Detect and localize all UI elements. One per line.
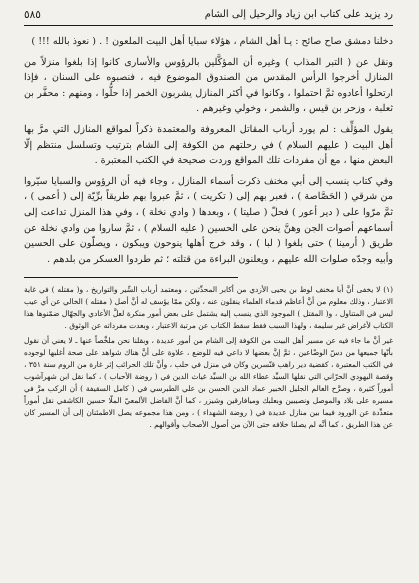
main-text xyxy=(24,34,393,267)
paragraph: دخلنا دمشق صاح صائح : يـا أهل الشام ، هؤلاء سبايا أهل البيت الملعون ! . ( نعوذ بالله !!! ) xyxy=(31,36,393,47)
footnote: غير أنَّ ما جاء فيه عن مسير أهل البيت من الكوفة إلى الشام من أمور عديدة ، وبقلنا نحن ملخَّصاً عنها ـ لا يعني أن نقول بأنّها جميعها من دسّ الوضّاعين ، ثمَّ إنَّ بعضها لا داعي فيه للوضع ، علاوة على أنَّ هناك شواهد على صحة أغلبها لوجوده في الكتب المعتبرة ، كقضية دير راهب قنّسرين وكان في منزل في حلب ، وأنَّ تلك الحرائب إثر غارة من الروم سنة ٣٥١ ، وقصة اليهودي الحرّاني التي نقلها السيِّد عطاء الله بن السيِّد غياث الدين في ( روضة الأحباب ) ، كما نقل ابن شهرآشوب أموراً كثيرة ، وصرَّح العالم الجليل الخبير عماد الدين الحسن بن علي الطبرسي في ( كامل السقيفة ) أن الركب مرَّ في مسيره على بلاد والموصل ونصيبين وبعلبك وميافارقين وشيزر ، كما أنَّ الفاضل الألمعيّ الملّا حسين الكاشفي نقل أموراً متعدِّدة عن الورود فيما بين منازل عديدة في ( روضة الشهداء ) ، ومن هذا مجموعه يصل الاطمئنان إلى أن المسير كان عن هذا الطريق ، كما أنَّه لم يصلنا خلافه حتى الآن من أصول الأصحاب وأقوالهم . xyxy=(24,336,393,430)
footnote-divider xyxy=(24,277,238,278)
footnotes xyxy=(24,284,393,431)
paragraph: وفي كتاب ينسب إلى أبي مخنف ذكرت أسماء المنازل ، وجاء فيه أن الرؤوس والسبايا سيّروا من شرقي ( الحَصَّاصة ) ، فعبر بهم إلى ( تكريت ) ، ثمَّ عبروا بهم طريقاً برِّيّة إلى ( أعمى ) ، ثمَّ مرّوا على ( دير أعور ) فحلّ ( صليتا ) ، وبعدها ( وادي نخلة ) ، وفي هذا المنزل تداعت إلى أسماعهم أصوات الجن وهنَّ ينحن على الحسين ( عليه السلام ) ، ثمَّ ساروا من وادي نخلة عن طريق ( أرمينا ) حتى بلغوا ( لبا ) ، وقد خرج أهلها ينوحون ويبكون ، ويصلّون على الحسين وأبيه وجدّه صلوات الله عليهم ، ويعلنون البراءة من قتلته ؛ ثم طردوا العسكر من بلدهم . xyxy=(24,175,393,265)
paragraph: يقول المؤلِّف : لم يورد أرباب المقاتل المعروفة والمعتمدة ذكراً لمواقع المنازل التي مرَّ بها أهل البيت ( عليهم السلام ) في رحلتهم من الكوفة إلى الشام بترتيب وتسلسل منتظم إلّا البعض منها ، مع أن مفردات تلك المواقع وردت صحيحة في الكتب المعتبرة . xyxy=(24,123,393,167)
header-title: رد يزيد على كتاب ابن زياد والرحيل إلى الشام xyxy=(204,9,393,20)
running-header xyxy=(24,8,393,26)
paragraph: ونقل عن ( التبر المذاب ) وغيره أن المؤكَّلين بالرؤوس والأسارى كانوا إذا بلغوا منزلاً من المنازل أخرجوا الرأس المقدس من الصندوق الموضوع فيه ، فنصبوه على السنان ، فإذا ارتحلوا أعادوه ثمَّ احتملوا ، وكانوا في أكثر المنازل يشربون الخمر إذا حلُّوا ، ومنهم : محفَّر بن ثعلبة ، وزحر بن قيس ، والشمر ، وخولي وغيرهم . xyxy=(24,56,393,115)
footnote: (١) لا يخفى أنَّ أبا مخنف لوط بن يحيى الأزدي من أكابر المحدِّثين ، ومعتمد أرباب السِّير والتواريخ ، و( مقتله ) في غاية الاعتبار ، وذلك معلوم من أنَّ أعاظم قدماء العلماء ينقلون عنه ، ولكن ممّا يؤسف له أنَّ أصل ( مقتله ) الخالي عن أي عيب ليس في المتناول ، و( المقتل ) الموجود الذي ينسب إليه يشتمل على بعض أمور منكرة لعلَّ الأعادي والجهّال ضمّنوها هذا الكتاب لأغراض غير سليمة ، ولهذا السبب فقط سقط الكتاب عن مرتبة الاعتبار ، وبعدت مفرداته عن الوثوق . xyxy=(24,285,393,331)
page-number: ٥٨٥ xyxy=(24,9,41,21)
